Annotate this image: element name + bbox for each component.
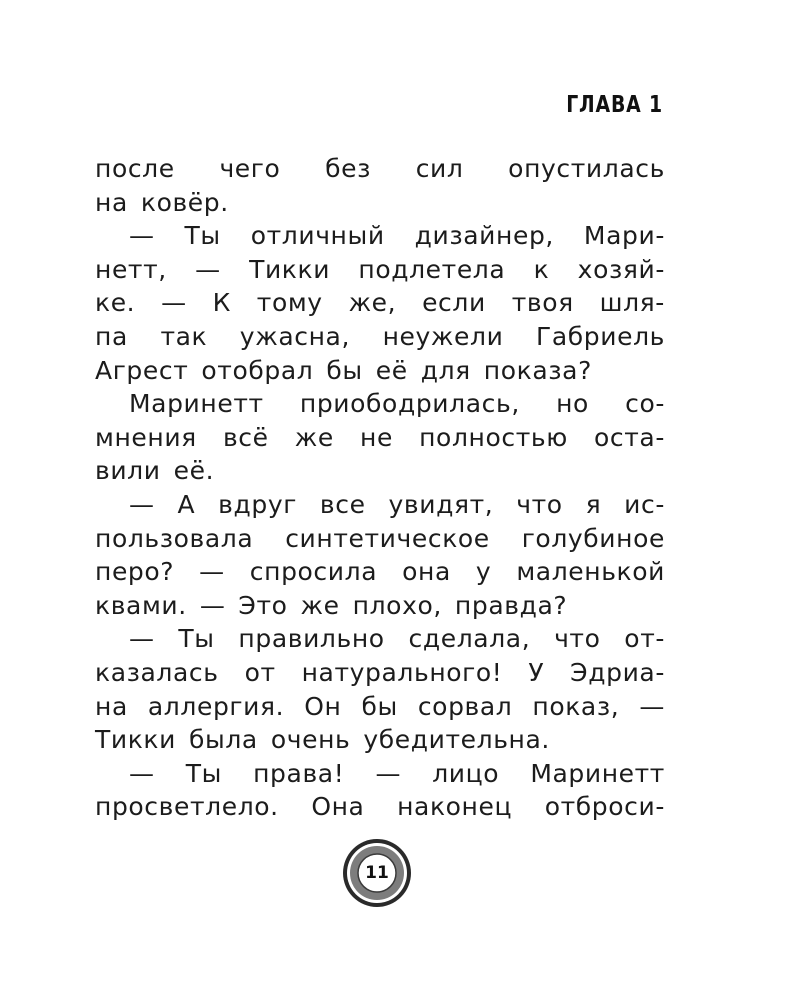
word: — <box>199 557 225 587</box>
word: убедительна. <box>363 725 550 755</box>
word: — <box>129 758 155 788</box>
text-line <box>95 253 665 287</box>
word: чего <box>219 154 281 183</box>
word: права! <box>253 758 345 788</box>
text-line <box>95 757 665 791</box>
word: Маринетт <box>129 389 264 419</box>
word: оста- <box>594 422 665 452</box>
word: лицо <box>432 758 500 788</box>
word: наконец <box>397 792 513 822</box>
word: синтетическое <box>285 523 490 553</box>
word: показ, <box>532 691 620 721</box>
text-line <box>95 320 665 354</box>
word: я <box>585 489 602 519</box>
word: но <box>556 389 589 419</box>
word: у <box>475 557 492 587</box>
text-line <box>95 219 665 253</box>
word: К <box>212 288 231 318</box>
word: сорвал <box>417 691 513 721</box>
word: подлетела <box>358 254 506 284</box>
word: Она <box>311 792 365 822</box>
word: плохо, <box>352 590 442 620</box>
word: что <box>554 624 601 654</box>
word: мнения <box>95 422 197 452</box>
word: ис- <box>624 489 665 519</box>
word: не <box>360 422 393 452</box>
word: казалась <box>95 657 219 687</box>
text-line <box>95 723 665 757</box>
word: хозяй- <box>577 254 665 284</box>
word: — <box>195 254 221 284</box>
word: тому <box>256 288 323 318</box>
word: бы <box>361 691 398 721</box>
word: вили <box>95 456 161 486</box>
word: просветлело. <box>95 792 279 822</box>
word: Ты <box>185 758 222 788</box>
word: была <box>188 725 258 755</box>
word: натурального! <box>301 657 503 687</box>
word: от- <box>624 624 665 654</box>
word: опустилась <box>508 154 665 183</box>
word: Тикки <box>95 725 176 755</box>
word: все <box>319 489 366 519</box>
text-line <box>95 286 665 320</box>
word: увидят, <box>388 489 494 519</box>
word: Маринетт <box>530 758 665 788</box>
word: со- <box>625 389 665 419</box>
text-line <box>95 622 665 656</box>
chapter-header: ГЛАВА 1 <box>566 92 663 118</box>
word: — <box>129 221 155 251</box>
word: спросила <box>249 557 378 587</box>
page-number-badge <box>341 837 413 909</box>
word: Агрест <box>95 355 189 385</box>
word: на <box>95 187 128 217</box>
word: голубиное <box>521 523 665 553</box>
word: ке. <box>95 288 136 318</box>
word: показа? <box>483 355 592 385</box>
word: после <box>95 154 175 183</box>
text-line <box>95 690 665 724</box>
word: аллергия. <box>147 691 285 721</box>
text-line <box>95 354 665 388</box>
word: — <box>375 758 402 788</box>
word: Эдриа- <box>570 657 665 687</box>
text-line <box>95 152 665 186</box>
word: отличный <box>250 221 385 251</box>
word: к <box>533 254 550 284</box>
text-line <box>95 488 665 522</box>
word: твоя <box>511 288 574 318</box>
word: дизайнер, <box>414 221 554 251</box>
word: Ты <box>178 624 215 654</box>
word: — <box>199 590 226 620</box>
word: всё <box>222 422 269 452</box>
text-line <box>95 387 665 421</box>
word: Это <box>238 590 288 620</box>
word: — <box>129 489 155 519</box>
word: приободрилась, <box>299 389 520 419</box>
word: правильно <box>238 624 385 654</box>
word: её <box>375 355 408 385</box>
word: Тикки <box>249 254 331 284</box>
word: шля- <box>599 288 665 318</box>
word: же, <box>348 288 397 318</box>
word: Ты <box>184 221 221 251</box>
text-line <box>95 522 665 556</box>
word: она <box>402 557 451 587</box>
word: нетт, <box>95 254 167 284</box>
word: У <box>528 657 545 687</box>
word: вдруг <box>218 489 297 519</box>
word: полностью <box>419 422 568 452</box>
text-line <box>95 454 665 488</box>
text-line <box>95 589 665 623</box>
text-line <box>95 186 665 220</box>
word: очень <box>270 725 351 755</box>
word: — <box>639 691 665 721</box>
word: Мари- <box>583 221 665 251</box>
text-line <box>95 656 665 690</box>
word: же <box>300 590 340 620</box>
word: же <box>294 422 334 452</box>
word: — <box>161 288 187 318</box>
word: неужели <box>382 321 504 351</box>
page-number: 11 <box>365 863 389 883</box>
word: так <box>160 321 208 351</box>
word: ковёр. <box>140 187 229 217</box>
word: А <box>177 489 196 519</box>
word: правда? <box>454 590 568 620</box>
word: сил <box>415 154 464 183</box>
word: ужасна, <box>239 321 350 351</box>
word: её. <box>173 456 215 486</box>
text-line <box>95 421 665 455</box>
word: па <box>95 321 128 351</box>
word: что <box>516 489 563 519</box>
word: отобрал <box>201 355 314 385</box>
word: сделала, <box>408 624 531 654</box>
word: бы <box>326 355 363 385</box>
word: без <box>325 154 372 183</box>
word: на <box>95 691 128 721</box>
body-text <box>95 152 665 824</box>
word: если <box>422 288 486 318</box>
word: от <box>244 657 276 687</box>
word: отброси- <box>544 792 665 822</box>
word: квами. <box>95 590 187 620</box>
word: пользовала <box>95 523 254 553</box>
word: маленькой <box>516 557 665 587</box>
word: Габриель <box>535 321 665 351</box>
text-line <box>95 790 665 824</box>
word: Он <box>304 691 342 721</box>
word: — <box>129 624 155 654</box>
word: для <box>420 355 471 385</box>
word: перо? <box>95 557 175 587</box>
text-line <box>95 555 665 589</box>
